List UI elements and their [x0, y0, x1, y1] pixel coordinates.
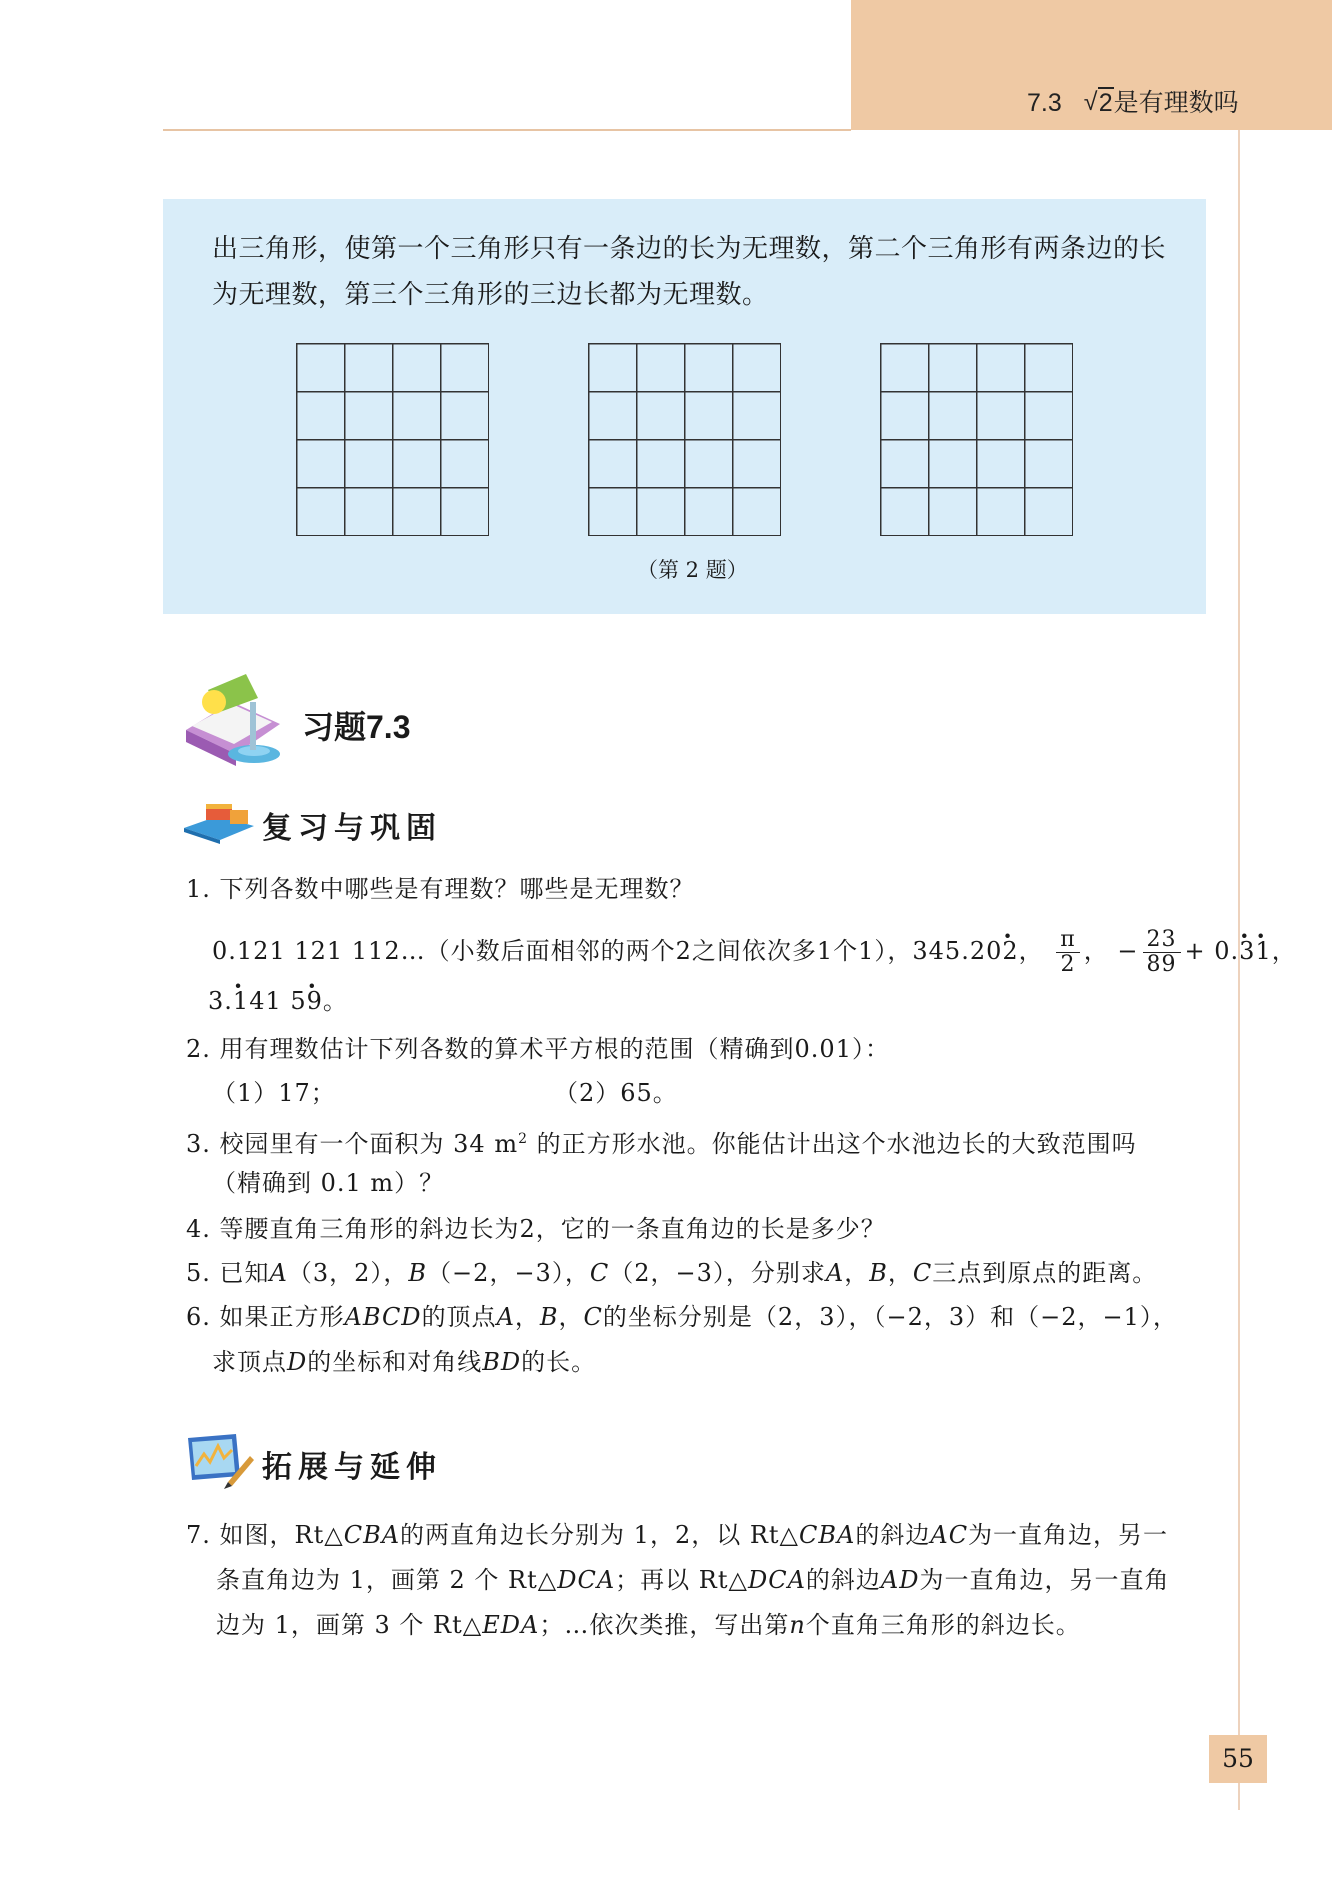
question-6-line2: 求顶点D的坐标和对角线BD的长。	[212, 1348, 597, 1376]
question-2a: （1）17；	[212, 1079, 336, 1107]
extension-title: 拓展与延伸	[262, 1450, 442, 1485]
question-1-numbers: 0.121 121 112…（小数后面相邻的两个2之间依次多1个1），345.20· 2， $\frac{\pi}{2}$ ， − $\frac{23}{89}$ + 0.· 3· 1，	[212, 928, 1297, 977]
question-1: 1. 下列各数中哪些是有理数？哪些是无理数？	[186, 875, 695, 903]
review-title: 复习与巩固	[262, 811, 442, 846]
question-7-line2: 条直角边为 1，画第 2 个 Rt△DCA；再以 Rt△DCA的斜边AD为一直角边，另一直角	[216, 1566, 1170, 1594]
question-2b: （2）65。	[554, 1079, 678, 1107]
fraction-23-89: $\frac{23}{89}$	[1143, 928, 1181, 977]
question-3-line2: （精确到 0.1 m）？	[212, 1169, 445, 1197]
exercise-title: 习题7.3	[302, 709, 411, 745]
books-icon	[184, 798, 256, 848]
section-number: 7.3	[1027, 89, 1062, 117]
header-rule	[163, 129, 851, 131]
section-title	[1027, 83, 1239, 119]
lamp-book-icon	[184, 672, 288, 776]
chart-pen-icon	[184, 1432, 256, 1494]
fraction-pi: $\frac{\pi}{2}$	[1056, 928, 1079, 977]
grid-1	[296, 343, 489, 536]
figure-caption: （第 2 题）	[637, 558, 748, 582]
sqrt-symbol: √ 2	[1083, 88, 1113, 117]
question-6: 6. 如果正方形ABCD的顶点A，B，C的坐标分别是（2，3），（−2，3）和（−2，−1），	[186, 1303, 1178, 1331]
question-1-line2: 3.· 141 5· 9。	[208, 986, 348, 1016]
grid-2	[588, 343, 781, 536]
question-7: 7. 如图，Rt△CBA的两直角边长分别为 1，2，以 Rt△CBA的斜边AC为一直角边，另一	[186, 1521, 1169, 1549]
question-2: 2. 用有理数估计下列各数的算术平方根的范围（精确到0.01）：	[186, 1035, 890, 1063]
page-number: 55	[1209, 1735, 1267, 1783]
question-7-line3: 边为 1，画第 3 个 Rt△EDA；…依次类推，写出第n个直角三角形的斜边长。	[216, 1611, 1081, 1639]
section-title-text: 是有理数吗	[1113, 89, 1239, 117]
question-4: 4. 等腰直角三角形的斜边长为2，它的一条直角边的长是多少？	[186, 1215, 886, 1243]
question-3: 3. 校园里有一个面积为 34 $m^2$ 的正方形水池。你能估计出这个水池边长的大致范围吗	[186, 1130, 1137, 1158]
grid-3	[880, 343, 1073, 536]
task-text: 出三角形，使第一个三角形只有一条边的长为无理数，第二个三角形有两条边的长为无理数，第三个三角形的三边长都为无理数。	[212, 234, 1167, 310]
question-5: 5. 已知A（3，2），B（−2，−3），C（2，−3），分别求A，B，C三点到原点的距离。	[186, 1259, 1158, 1287]
